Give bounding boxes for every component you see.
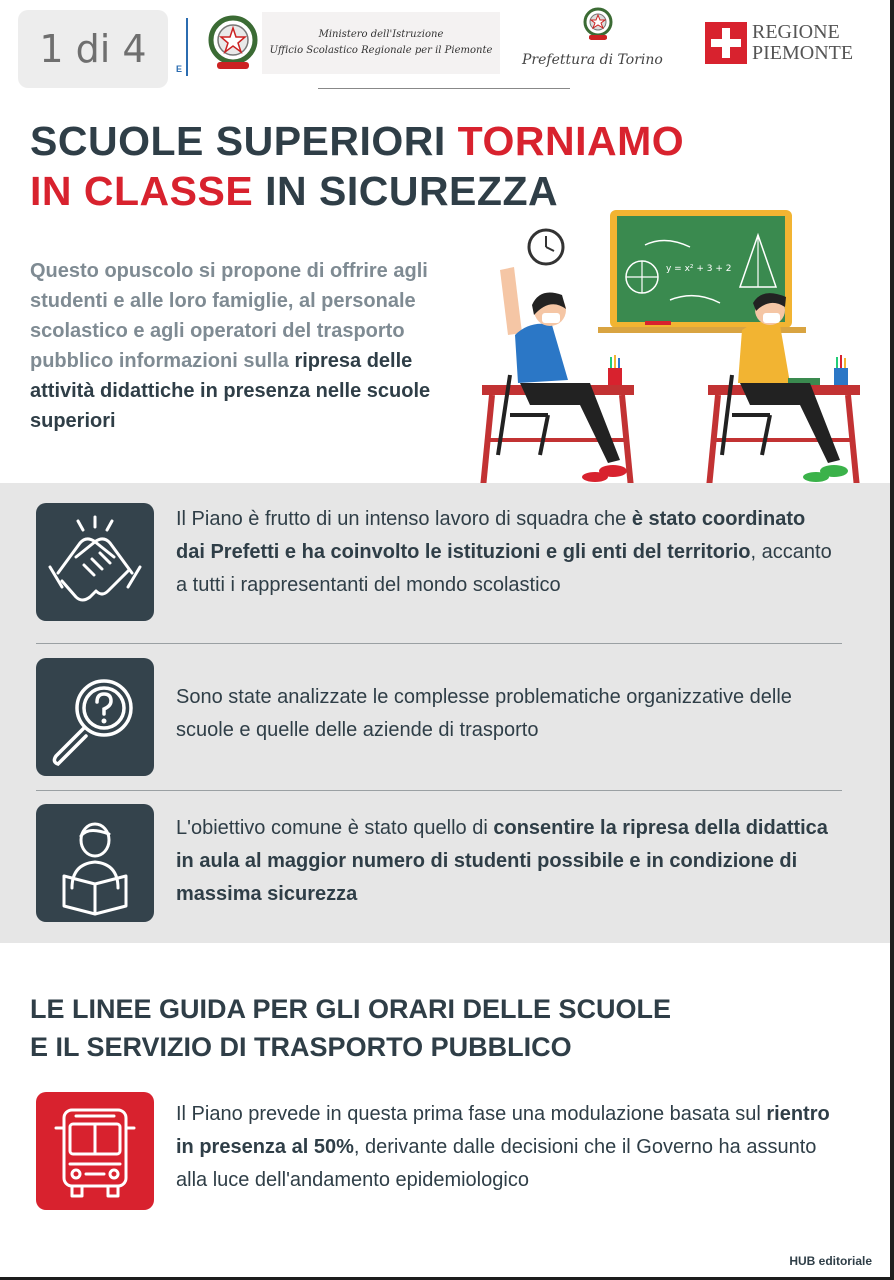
clock-icon — [529, 230, 563, 264]
title-part-1: SCUOLE SUPERIORI — [30, 118, 458, 164]
row-3-text: L'obiettivo comune è stato quello di — [176, 817, 494, 839]
icon-tile — [36, 1092, 154, 1210]
intro-emphasis: ripresa delle attività didattiche in presenza nelle scuole superiori — [30, 350, 431, 432]
info-row-text — [176, 1098, 836, 1197]
info-row-text — [176, 503, 836, 602]
title-part-2: TORNIAMO — [457, 118, 685, 164]
handshake-icon — [36, 503, 154, 621]
page-title — [30, 116, 770, 216]
italian-republic-emblem-icon — [205, 12, 261, 74]
regione-piemonte-logo — [705, 22, 855, 68]
row-3-emphasis: consentire la ripresa della didattica in aula al maggior numero di studenti possibile e in condizione di massima sicurezza — [176, 817, 828, 905]
regione-line2: PIEMONTE — [752, 42, 854, 64]
row-4-emphasis: rientro in presenza al 50% — [176, 1103, 830, 1158]
info-row-text — [176, 812, 836, 911]
title-part-4: IN SICUREZZA — [253, 168, 559, 214]
info-row-text — [176, 681, 836, 747]
title-part-3: IN CLASSE — [30, 168, 254, 214]
section-divider — [36, 790, 842, 791]
ministry-logo — [262, 12, 500, 74]
regione-line1: REGIONE — [752, 21, 840, 43]
partner-logo-text: E — [175, 64, 182, 74]
classroom-illustration — [470, 205, 880, 505]
page-edge-right — [890, 0, 894, 1280]
student-reading-icon — [36, 804, 154, 922]
row-4-text-end: , derivante dalle decisioni che il Governo ha assunto alla luce dell'andamento epidemiologico — [176, 1136, 817, 1191]
footer-credit: HUB editoriale — [789, 1254, 872, 1268]
prefettura-emblem-icon — [582, 6, 614, 42]
partner-logo-partial — [166, 18, 188, 76]
page-counter: 1 di 4 — [18, 10, 168, 88]
row-2-text: Sono state analizzate le complesse problematiche organizzative delle scuole e quelle delle aziende di trasporto — [176, 686, 792, 741]
row-1-text: Il Piano è frutto di un intenso lavoro di squadra che — [176, 508, 632, 530]
section-subtitle — [30, 990, 810, 1066]
intro-text: Questo opuscolo si propone di offrire agli studenti e alle loro famiglie, al personale scolastico e agli operatori del trasporto pubblico informazioni sulla — [30, 260, 428, 372]
icon-tile — [36, 804, 154, 922]
chalkboard-formula: y = x² + 3 + 2 — [666, 264, 732, 274]
icon-tile — [36, 658, 154, 776]
bus-icon — [36, 1092, 154, 1210]
row-1-emphasis: è stato coordinato dai Prefetti e ha coinvolto le istituzioni e gli enti del territorio — [176, 508, 806, 563]
row-4-text: Il Piano prevede in questa prima fase una modulazione basata sul — [176, 1103, 767, 1125]
ministry-office-name: Ufficio Scolastico Regionale per il Piemonte — [269, 45, 493, 56]
ministry-name: Ministero dell'Istruzione — [318, 29, 444, 40]
subtitle-line-2: E IL SERVIZIO DI TRASPORTO PUBBLICO — [30, 1032, 572, 1062]
subtitle-line-1: LE LINEE GUIDA PER GLI ORARI DELLE SCUOLE — [30, 994, 672, 1024]
section-divider — [36, 643, 842, 644]
student-girl-icon — [498, 267, 627, 482]
row-1-text-end: , accanto a tutti i rappresentanti del mondo scolastico — [176, 541, 832, 596]
magnifier-question-icon — [36, 658, 154, 776]
intro-paragraph — [30, 256, 480, 436]
regione-flag-icon — [705, 22, 747, 64]
prefettura-logo-text: Prefettura di Torino — [522, 52, 663, 68]
icon-tile — [36, 503, 154, 621]
header-rule — [318, 88, 570, 89]
